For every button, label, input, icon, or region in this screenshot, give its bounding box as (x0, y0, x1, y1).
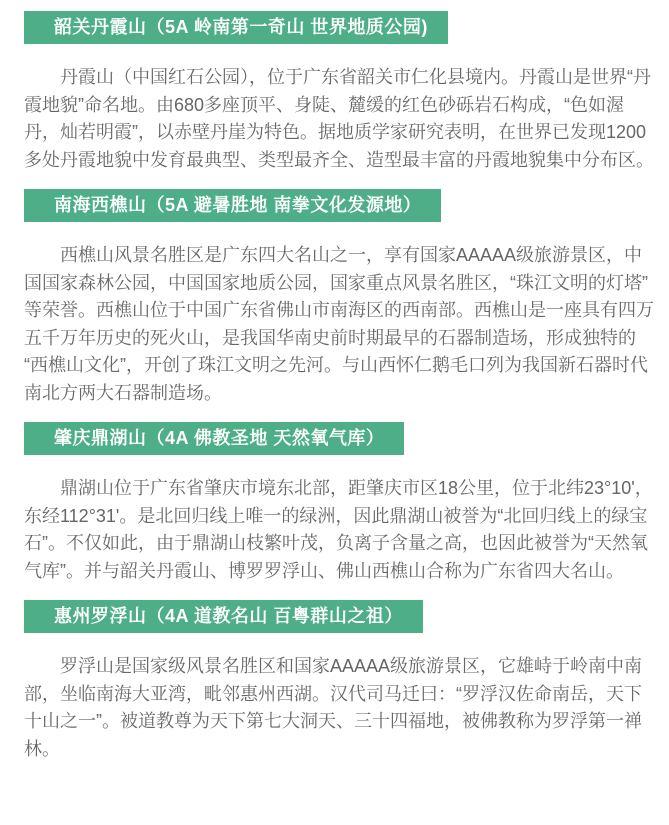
section-paragraph: 西樵山风景名胜区是广东四大名山之一，享有国家AAAAA级旅游景区，中国国家森林公园，中国国家地质公园，国家重点风景名胜区，“珠江文明的灯塔”等荣誉。西樵山位于中国广东省佛山市南海区的西南部。西樵山是一座具有四万五千万年历史的死火山，是我国华南史前时期最早的石器制造场，形成独特的“西樵山文化”，开创了珠江文明之先河。与山西怀仁鹅毛口列为我国新石器时代南北方两大石器制造场。 (24, 245, 654, 403)
section-zhaoqing-dinghushan (24, 422, 658, 585)
section-paragraph: 罗浮山是国家级风景名胜区和国家AAAAA级旅游景区，它雄峙于岭南中南部，坐临南海大亚湾，毗邻惠州西湖。汉代司马迁曰：“罗浮汉佐命南岳，天下十山之一”。被道教尊为天下第七大洞天、三十四福地，被佛教称为罗浮第一禅林。 (24, 656, 643, 759)
section-title: 韶关丹霞山（5A 岭南第一奇山 世界地质公园) (54, 17, 428, 37)
section-title: 南海西樵山（5A 避暑胜地 南拳文化发源地） (54, 195, 422, 215)
section-paragraph: 丹霞山（中国红石公园），位于广东省韶关市仁化县境内。丹霞山是世界“丹霞地貌”命名地。由680多座顶平、身陡、麓缓的红色砂砾岩石构成，“色如渥丹，灿若明霞”，以赤壁丹崖为特色。据地质学家研究表明，在世界已发现1200多处丹霞地貌中发育最典型、类型最齐全、造型最丰富的丹霞地貌集中分布区。 (24, 67, 654, 170)
section-title: 肇庆鼎湖山（4A 佛教圣地 天然氧气库） (54, 428, 385, 448)
section-title: 惠州罗浮山（4A 道教名山 百粤群山之祖） (54, 606, 403, 626)
section-shaoguan-danxiashan (24, 11, 658, 174)
section-title-bar (24, 600, 423, 633)
section-paragraph: 鼎湖山位于广东省肇庆市境东北部，距肇庆市区18公里，位于北纬23°10'，东经112°31'。是北回归线上唯一的绿洲，因此鼎湖山被誉为“北回归线上的绿宝石”。不仅如此，由于鼎湖山枝繁叶茂，负离子含量之高，也因此被誉为“天然氧气库”。并与韶关丹霞山、博罗罗浮山、佛山西樵山合称为广东省四大名山。 (24, 478, 653, 581)
section-title-bar (24, 422, 404, 455)
section-title-bar (24, 11, 448, 44)
section-nanhai-xiqiaoshan (24, 189, 658, 407)
section-huizhou-luofushan (24, 600, 658, 763)
section-title-bar (24, 189, 441, 222)
